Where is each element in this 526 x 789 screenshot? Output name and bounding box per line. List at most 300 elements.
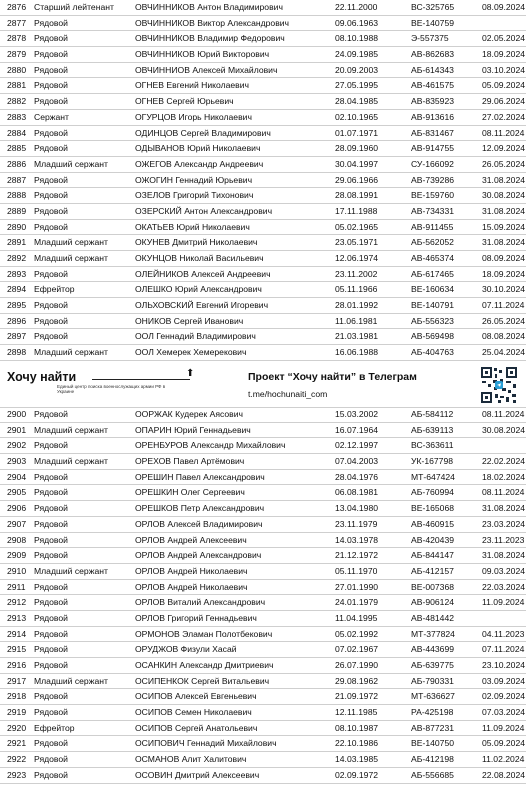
- rank-cell: Рядовой: [34, 550, 68, 561]
- document-number-cell: ВЕ-160634: [411, 284, 455, 295]
- document-number-cell: АБ-760994: [411, 487, 454, 498]
- birth-date-cell: 06.08.1981: [335, 487, 379, 498]
- full-name-cell: ОРЛОВ Виталий Александрович: [135, 597, 266, 608]
- birth-date-cell: 05.02.1992: [335, 628, 379, 639]
- row-number-cell: 2891: [7, 237, 27, 248]
- row-number-cell: 2907: [7, 518, 27, 529]
- document-number-cell: АВ-734331: [411, 205, 455, 216]
- loss-date-cell: 29.06.2024: [482, 96, 526, 107]
- loss-date-cell: 02.05.2024: [482, 33, 526, 44]
- table-row: [0, 611, 526, 627]
- document-number-cell: АБ-556685: [411, 769, 454, 780]
- loss-date-cell: 26.05.2024: [482, 315, 526, 326]
- row-number-cell: 2914: [7, 628, 27, 639]
- document-number-cell: АБ-412198: [411, 754, 454, 765]
- table-row: [0, 235, 526, 251]
- rank-cell: Рядовой: [34, 96, 68, 107]
- project-title: Проект “Хочу найти” в Телеграм: [248, 371, 417, 383]
- table-row: [0, 267, 526, 283]
- loss-date-cell: 27.02.2024: [482, 111, 526, 122]
- telegram-link[interactable]: t.me/hochunaiti_com: [248, 389, 328, 399]
- full-name-cell: ООРЖАК Кудерек Аясович: [135, 409, 243, 419]
- rank-cell: Младший сержант: [34, 347, 108, 358]
- document-number-cell: АВ-914755: [411, 143, 455, 154]
- rank-cell: Рядовой: [34, 205, 68, 216]
- birth-date-cell: 17.11.1988: [335, 205, 378, 216]
- full-name-cell: ОСИПОВ Сергей Анатольевич: [135, 722, 258, 733]
- rank-cell: Младший сержант: [34, 675, 108, 686]
- birth-date-cell: 21.12.1972: [335, 550, 379, 561]
- rank-cell: Рядовой: [34, 440, 68, 451]
- table-row: [0, 63, 526, 79]
- rank-cell: Рядовой: [34, 707, 68, 718]
- table-row: [0, 314, 526, 330]
- table-row: [0, 220, 526, 236]
- loss-date-cell: 08.11.2024: [482, 127, 525, 138]
- loss-date-cell: 07.03.2024: [482, 707, 526, 718]
- birth-date-cell: 08.10.1987: [335, 722, 379, 733]
- birth-date-cell: 05.02.1965: [335, 221, 379, 232]
- birth-date-cell: 02.09.1972: [335, 769, 379, 780]
- row-number-cell: 2892: [7, 253, 27, 263]
- loss-date-cell: 22.02.2024: [482, 456, 526, 467]
- row-number-cell: 2911: [7, 581, 26, 592]
- persons-table-top: [0, 0, 526, 361]
- loss-date-cell: 08.08.2024: [482, 331, 526, 342]
- row-number-cell: 2918: [7, 691, 27, 702]
- table-row: [0, 298, 526, 314]
- full-name-cell: ОВЧИННИКОВ Антон Владимирович: [135, 2, 283, 12]
- table-row: [0, 188, 526, 204]
- table-row: [0, 736, 526, 752]
- loss-date-cell: 04.11.2023: [482, 628, 525, 639]
- row-number-cell: 2915: [7, 644, 27, 655]
- row-number-cell: 2910: [7, 565, 27, 576]
- rank-cell: Рядовой: [34, 738, 68, 749]
- table-row: [0, 204, 526, 220]
- row-number-cell: 2880: [7, 64, 27, 75]
- document-number-cell: АБ-639775: [411, 660, 454, 670]
- loss-date-cell: 30.08.2024: [482, 190, 526, 201]
- brand-underline: [92, 379, 190, 380]
- full-name-cell: ОЖЕГОВ Александр Андреевич: [135, 158, 264, 169]
- loss-date-cell: 12.09.2024: [482, 143, 526, 154]
- birth-date-cell: 29.06.1966: [335, 174, 379, 185]
- table-row: [0, 251, 526, 267]
- rank-cell: Рядовой: [34, 628, 68, 639]
- brand-subtitle: Единый центр поиска военнослужащих армии РФ в Украине: [57, 384, 166, 394]
- birth-date-cell: 07.02.1967: [335, 644, 379, 655]
- row-number-cell: 2923: [7, 769, 27, 780]
- rank-cell: Рядовой: [34, 300, 68, 311]
- birth-date-cell: 29.08.1962: [335, 675, 379, 686]
- loss-date-cell: 05.09.2024: [482, 80, 526, 91]
- row-number-cell: 2876: [7, 2, 27, 12]
- full-name-cell: ОРЛОВ Григорий Геннадьевич: [135, 612, 257, 623]
- birth-date-cell: 30.04.1997: [335, 158, 379, 169]
- row-number-cell: 2886: [7, 158, 27, 169]
- full-name-cell: ОЛЕЙНИКОВ Алексей Андреевич: [135, 268, 271, 279]
- loss-date-cell: 31.08.2024: [482, 237, 526, 248]
- row-number-cell: 2908: [7, 534, 27, 545]
- loss-date-cell: 03.10.2024: [482, 64, 526, 75]
- table-row: [0, 141, 526, 157]
- row-number-cell: 2888: [7, 190, 27, 201]
- full-name-cell: ОСИПОВИЧ Геннадий Михайлович: [135, 738, 277, 749]
- full-name-cell: ОПАРИН Юрий Геннадьевич: [135, 424, 251, 435]
- document-number-cell: АВ-481442: [411, 612, 455, 623]
- row-number-cell: 2916: [7, 660, 27, 670]
- table-row: [0, 78, 526, 94]
- document-number-cell: АВ-835923: [411, 96, 455, 107]
- upload-icon: ⬆: [186, 368, 195, 379]
- loss-date-cell: 08.11.2024: [482, 487, 525, 498]
- birth-date-cell: 15.03.2002: [335, 409, 379, 419]
- birth-date-cell: 21.09.1972: [335, 691, 379, 702]
- loss-date-cell: 07.11.2024: [482, 300, 525, 311]
- loss-date-cell: 11.09.2024: [482, 597, 525, 608]
- loss-date-cell: 30.08.2024: [482, 424, 526, 435]
- loss-date-cell: 18.09.2024: [482, 49, 526, 60]
- birth-date-cell: 28.04.1985: [335, 96, 379, 107]
- birth-date-cell: 12.11.1985: [335, 707, 378, 718]
- birth-date-cell: 01.07.1971: [335, 127, 379, 138]
- full-name-cell: ОДЫВАНОВ Юрий Николаевич: [135, 143, 261, 154]
- full-name-cell: ОГУРЦОВ Игорь Николаевич: [135, 111, 252, 122]
- row-number-cell: 2919: [7, 707, 27, 718]
- rank-cell: Ефрейтор: [34, 722, 75, 733]
- birth-date-cell: 05.11.1966: [335, 284, 378, 295]
- rank-cell: Рядовой: [34, 315, 68, 326]
- birth-date-cell: 14.03.1978: [335, 534, 379, 545]
- full-name-cell: ОРЕХОВ Павел Артёмович: [135, 456, 245, 467]
- row-number-cell: 2894: [7, 284, 27, 295]
- document-number-cell: ВЕ-165068: [411, 503, 455, 514]
- rank-cell: Младший сержант: [34, 237, 108, 248]
- birth-date-cell: 28.09.1960: [335, 143, 379, 154]
- table-row: [0, 674, 526, 690]
- loss-date-cell: 31.08.2024: [482, 205, 526, 216]
- birth-date-cell: 22.11.2000: [335, 2, 378, 12]
- full-name-cell: ОСИПЕНКОК Сергей Витальевич: [135, 675, 270, 686]
- birth-date-cell: 23.11.2002: [335, 268, 378, 279]
- rank-cell: Рядовой: [34, 534, 68, 545]
- document-number-cell: АБ-412157: [411, 565, 454, 576]
- document-number-cell: АБ-556323: [411, 315, 454, 326]
- row-number-cell: 2921: [7, 738, 27, 749]
- table-row: [0, 31, 526, 47]
- loss-date-cell: 03.09.2024: [482, 675, 526, 686]
- full-name-cell: ОДИНЦОВ Сергей Владимирович: [135, 127, 271, 138]
- rank-cell: Рядовой: [34, 143, 68, 154]
- loss-date-cell: 02.09.2024: [482, 691, 526, 702]
- row-number-cell: 2904: [7, 471, 27, 482]
- document-number-cell: Э-557375: [411, 33, 449, 44]
- full-name-cell: ОСМАНОВ Алит Халитович: [135, 754, 247, 765]
- row-number-cell: 2893: [7, 268, 27, 279]
- full-name-cell: ОКУНЦОВ Николай Васильевич: [135, 253, 264, 263]
- rank-cell: Младший сержант: [34, 565, 108, 576]
- loss-date-cell: 31.08.2024: [482, 550, 526, 561]
- table-row: [0, 501, 526, 517]
- table-row: [0, 705, 526, 721]
- rank-cell: Рядовой: [34, 487, 68, 498]
- document-number-cell: АБ-617465: [411, 268, 454, 279]
- full-name-cell: ОРЕНБУРОВ Александр Михайлович: [135, 440, 286, 451]
- full-name-cell: ОРУДЖОВ Физули Хасай: [135, 644, 237, 655]
- birth-date-cell: 14.03.1985: [335, 754, 379, 765]
- row-number-cell: 2877: [7, 17, 27, 28]
- document-number-cell: АВ-911455: [411, 221, 454, 232]
- row-number-cell: 2902: [7, 440, 27, 451]
- row-number-cell: 2896: [7, 315, 27, 326]
- rank-cell: Рядовой: [34, 409, 68, 419]
- row-number-cell: 2906: [7, 503, 27, 514]
- rank-cell: Рядовой: [34, 17, 68, 28]
- birth-date-cell: 13.04.1980: [335, 503, 379, 514]
- full-name-cell: ОКУНЕВ Дмитрий Николаевич: [135, 237, 258, 248]
- birth-date-cell: 12.06.1974: [335, 253, 379, 263]
- row-number-cell: 2898: [7, 347, 27, 358]
- full-name-cell: ОСОВИН Дмитрий Алексеевич: [135, 769, 260, 780]
- loss-date-cell: 26.05.2024: [482, 158, 526, 169]
- table-row: [0, 438, 526, 454]
- full-name-cell: ОРЛОВ Андрей Алексеевич: [135, 534, 247, 545]
- document-number-cell: СУ-166092: [411, 158, 454, 169]
- full-name-cell: ОВЧИННИКОВ Виктор Александрович: [135, 17, 290, 28]
- document-number-cell: ВЕ-007368: [411, 581, 455, 592]
- birth-date-cell: 20.09.2003: [335, 64, 379, 75]
- birth-date-cell: 28.08.1991: [335, 190, 379, 201]
- full-name-cell: ОГНЕВ Сергей Юрьевич: [135, 96, 234, 107]
- row-number-cell: 2890: [7, 221, 27, 232]
- birth-date-cell: 24.01.1979: [335, 597, 379, 608]
- full-name-cell: ОРЛОВ Андрей Николаевич: [135, 581, 248, 592]
- rank-cell: Рядовой: [34, 221, 68, 232]
- table-row: [0, 517, 526, 533]
- full-name-cell: ОРЛОВ Андрей Николаевич: [135, 565, 248, 576]
- row-number-cell: 2879: [7, 49, 27, 60]
- full-name-cell: ОСАНКИН Александр Дмитриевич: [135, 660, 274, 670]
- full-name-cell: ОГНЕВ Евгений Николаевич: [135, 80, 250, 91]
- document-number-cell: АВ-877231: [411, 722, 455, 733]
- birth-date-cell: 28.04.1976: [335, 471, 379, 482]
- document-number-cell: АБ-562052: [411, 237, 454, 248]
- full-name-cell: ОНИКОВ Сергей Иванович: [135, 315, 244, 326]
- qr-code-icon[interactable]: [480, 366, 518, 404]
- document-number-cell: АВ-739286: [411, 174, 455, 185]
- promo-banner: [0, 362, 526, 408]
- table-row: [0, 423, 526, 439]
- rank-cell: Рядовой: [34, 174, 68, 185]
- full-name-cell: ОВЧИННИКОВ Владимир Федорович: [135, 33, 285, 44]
- table-row: [0, 768, 526, 784]
- full-name-cell: ОРЕШКИН Олег Сергеевич: [135, 487, 245, 498]
- rank-cell: Рядовой: [34, 612, 68, 623]
- full-name-cell: ОЗЕЛОВ Григорий Тихонович: [135, 190, 254, 201]
- full-name-cell: ОВЧИННИОВ Алексей Михайлович: [135, 64, 278, 75]
- rank-cell: Рядовой: [34, 503, 68, 514]
- document-number-cell: АВ-913616: [411, 111, 455, 122]
- table-row: [0, 173, 526, 189]
- loss-date-cell: 25.04.2024: [482, 347, 526, 358]
- document-number-cell: ВЕ-140791: [411, 300, 455, 311]
- table-row: [0, 110, 526, 126]
- table-row: [0, 642, 526, 658]
- row-number-cell: 2913: [7, 612, 27, 623]
- table-row: [0, 595, 526, 611]
- table-row: [0, 580, 526, 596]
- row-number-cell: 2889: [7, 205, 27, 216]
- table-row: [0, 721, 526, 737]
- birth-date-cell: 05.11.1970: [335, 565, 378, 576]
- rank-cell: Рядовой: [34, 33, 68, 44]
- birth-date-cell: 07.04.2003: [335, 456, 379, 467]
- table-row: [0, 16, 526, 32]
- rank-cell: Рядовой: [34, 597, 68, 608]
- document-number-cell: МТ-647424: [411, 471, 455, 482]
- loss-date-cell: 31.08.2024: [482, 503, 526, 514]
- rank-cell: Младший сержант: [34, 158, 108, 169]
- document-number-cell: АВ-460915: [411, 518, 455, 529]
- document-number-cell: АБ-584112: [411, 409, 454, 419]
- row-number-cell: 2882: [7, 96, 27, 107]
- table-row: [0, 157, 526, 173]
- loss-date-cell: 18.09.2024: [482, 268, 526, 279]
- row-number-cell: 2917: [7, 675, 27, 686]
- document-number-cell: ВЕ-140750: [411, 738, 455, 749]
- loss-date-cell: 11.02.2024: [482, 754, 525, 765]
- rank-cell: Рядовой: [34, 331, 68, 342]
- table-row: [0, 689, 526, 705]
- document-number-cell: АВ-443699: [411, 644, 455, 655]
- row-number-cell: 2881: [7, 80, 27, 91]
- rank-cell: Рядовой: [34, 518, 68, 529]
- birth-date-cell: 21.03.1981: [335, 331, 379, 342]
- table-row: [0, 47, 526, 63]
- table-row: [0, 564, 526, 580]
- document-number-cell: АВ-461575: [411, 80, 455, 91]
- loss-date-cell: 08.09.2024: [482, 2, 526, 12]
- birth-date-cell: 28.01.1992: [335, 300, 379, 311]
- birth-date-cell: 27.05.1995: [335, 80, 379, 91]
- loss-date-cell: 18.02.2024: [482, 471, 526, 482]
- rank-cell: Рядовой: [34, 190, 68, 201]
- full-name-cell: ОЖОГИН Геннадий Юрьевич: [135, 174, 253, 185]
- table-row: [0, 407, 526, 423]
- rank-cell: Рядовой: [34, 268, 68, 279]
- full-name-cell: ООЛ Хемерек Хемерекович: [135, 347, 247, 358]
- rank-cell: Рядовой: [34, 80, 68, 91]
- loss-date-cell: 23.10.2024: [482, 660, 526, 670]
- row-number-cell: 2900: [7, 409, 27, 419]
- loss-date-cell: 05.09.2024: [482, 738, 526, 749]
- full-name-cell: ОВЧИННИКОВ Юрий Викторович: [135, 49, 270, 60]
- full-name-cell: ОРЕШКОВ Петр Александрович: [135, 503, 265, 514]
- row-number-cell: 2905: [7, 487, 27, 498]
- rank-cell: Старший лейтенант: [34, 2, 114, 12]
- document-number-cell: АБ-831467: [411, 127, 454, 138]
- table-row: [0, 548, 526, 564]
- row-number-cell: 2897: [7, 331, 27, 342]
- rank-cell: Рядовой: [34, 754, 68, 765]
- document-number-cell: АВ-420439: [411, 534, 455, 545]
- full-name-cell: ОРЛОВ Алексей Владимирович: [135, 518, 263, 529]
- birth-date-cell: 16.07.1964: [335, 424, 379, 435]
- full-name-cell: ОЗЕРСКИЙ Антон Александрович: [135, 205, 273, 216]
- table-row: [0, 470, 526, 486]
- document-number-cell: АБ-790331: [411, 675, 454, 686]
- birth-date-cell: 11.04.1995: [335, 612, 378, 623]
- full-name-cell: ОКАТЬЕВ Юрий Николаевич: [135, 221, 250, 232]
- rank-cell: Младший сержант: [34, 424, 108, 435]
- birth-date-cell: 08.10.1988: [335, 33, 379, 44]
- document-number-cell: АБ-844147: [411, 550, 454, 561]
- birth-date-cell: 02.12.1997: [335, 440, 379, 451]
- loss-date-cell: 11.09.2024: [482, 722, 525, 733]
- document-number-cell: АБ-404763: [411, 347, 454, 358]
- loss-date-cell: 30.10.2024: [482, 284, 526, 295]
- rank-cell: Рядовой: [34, 471, 68, 482]
- document-number-cell: ВС-325765: [411, 2, 455, 12]
- document-number-cell: АВ-906124: [411, 597, 455, 608]
- row-number-cell: 2895: [7, 300, 27, 311]
- birth-date-cell: 09.06.1963: [335, 17, 379, 28]
- rank-cell: Сержант: [34, 111, 69, 122]
- table-row: [0, 126, 526, 142]
- rank-cell: Рядовой: [34, 64, 68, 75]
- document-number-cell: АВ-569498: [411, 331, 455, 342]
- loss-date-cell: 22.08.2024: [482, 769, 526, 780]
- birth-date-cell: 22.10.1986: [335, 738, 379, 749]
- full-name-cell: ОРМОНОВ Эламан Полотбекович: [135, 628, 273, 639]
- rank-cell: Рядовой: [34, 49, 68, 60]
- document-number-cell: МТ-377824: [411, 628, 455, 639]
- full-name-cell: ОРЕШИН Павел Александрович: [135, 471, 265, 482]
- rank-cell: Рядовой: [34, 581, 68, 592]
- document-number-cell: МТ-636627: [411, 691, 455, 702]
- row-number-cell: 2884: [7, 127, 27, 138]
- table-row: [0, 454, 526, 470]
- document-number-cell: АБ-639113: [411, 424, 454, 435]
- loss-date-cell: 09.03.2024: [482, 565, 526, 576]
- table-row: [0, 627, 526, 643]
- row-number-cell: 2883: [7, 111, 27, 122]
- full-name-cell: ОСИПОВ Семен Николаевич: [135, 707, 252, 718]
- row-number-cell: 2887: [7, 174, 27, 185]
- table-row: [0, 658, 526, 674]
- brand-title: Хочу найти: [7, 370, 77, 384]
- document-number-cell: УК-167798: [411, 456, 454, 467]
- document-number-cell: ВЕ-140759: [411, 17, 455, 28]
- loss-date-cell: 31.08.2024: [482, 174, 526, 185]
- rank-cell: Младший сержант: [34, 456, 108, 467]
- birth-date-cell: 26.07.1990: [335, 660, 379, 670]
- document-number-cell: РА-425198: [411, 707, 454, 718]
- rank-cell: Ефрейтор: [34, 284, 75, 295]
- table-row: [0, 485, 526, 501]
- table-row: [0, 329, 526, 345]
- rank-cell: Рядовой: [34, 660, 68, 670]
- document-number-cell: ВЕ-159760: [411, 190, 455, 201]
- row-number-cell: 2903: [7, 456, 27, 467]
- row-number-cell: 2885: [7, 143, 27, 154]
- full-name-cell: ОРЛОВ Андрей Александрович: [135, 550, 262, 561]
- table-row: [0, 282, 526, 298]
- row-number-cell: 2912: [7, 597, 27, 608]
- birth-date-cell: 27.01.1990: [335, 581, 379, 592]
- row-number-cell: 2920: [7, 722, 27, 733]
